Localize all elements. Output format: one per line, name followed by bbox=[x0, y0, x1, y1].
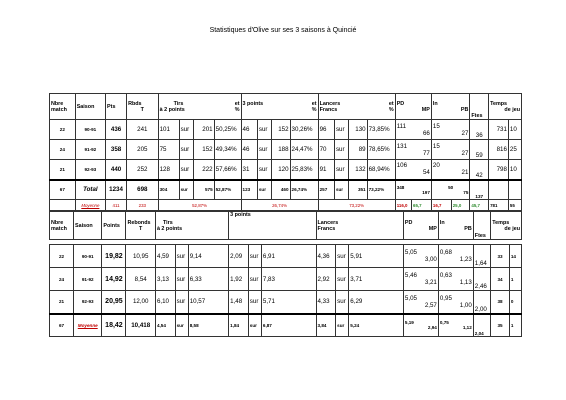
header-pts: Pts bbox=[106, 94, 127, 120]
header-tirs-2pts: Tirs à 2 points bbox=[155, 212, 228, 240]
average-row: Moyenne 411 233 52,87% 26,74% 73,22% 116,0 65,7 16,7 25,0 45,7 781 55 bbox=[50, 200, 522, 211]
table-row: 24 91-92 14,92 8,54 3,13 sur 6,33 1,92 sur 7,83 2,92 sur 3,71 5,46 3,21 0,63 1,13 2,46 34 1 bbox=[50, 268, 522, 291]
table-row: 22 90-91 19,82 10,95 4,59 sur 9,14 2,09 sur 6,91 4,36 sur 5,91 5,05 3,00 0,68 1,23 1,64 33 14 bbox=[50, 245, 522, 268]
header-in-pb: In PB bbox=[431, 94, 470, 120]
header-temps-de-jeu: Temps de jeu bbox=[489, 94, 522, 120]
header-rbds: Rbds T bbox=[127, 94, 159, 120]
average-row: 67 Moyenne 18,42 10,418 4,54 sur 8,58 1,84 sur 6,87 3,84 sur 5,24 5,19 2,94 0,75 1,12 2,04 35 1 bbox=[50, 314, 522, 337]
season-averages-table bbox=[49, 211, 522, 337]
header-nbre-match: Nbre match bbox=[50, 94, 76, 120]
header-ftes: Ftes bbox=[470, 94, 489, 120]
table-row: 21 92-93 440 252 128 sur 222 57,66% 31 sur 120 25,83% 91 sur 132 68,94% 106 54 20 21 42 798 10 bbox=[50, 160, 522, 180]
header-saison: Saison bbox=[75, 94, 105, 120]
header-3-points: 3 points bbox=[229, 212, 316, 240]
total-row: 67 Total 1234 698 304 sur 575 52,87% 123 sur 460 26,74% 257 sur 351 73,22% 348 197 50 75 137 bbox=[50, 180, 522, 200]
page-title: Statistiques d'Olive sur ses 3 saisons à Quincié bbox=[209, 27, 357, 34]
header-lancers-francs: Lancers Francs et % bbox=[318, 94, 395, 120]
header-nbre-match: Nbre match bbox=[50, 212, 74, 240]
header-saison: Saison bbox=[74, 212, 102, 240]
header-pd-mp: PD MP bbox=[395, 94, 431, 120]
header-in-pb: In PB bbox=[438, 212, 473, 240]
header-3-points: 3 points et % bbox=[241, 94, 318, 120]
table-row: 21 92-93 20,95 12,00 6,10 sur 10,57 1,48 sur 5,71 4,33 sur 6,29 5,05 2,57 0,95 1,00 2,00 38 0 bbox=[50, 291, 522, 314]
header-points: Points bbox=[102, 212, 126, 240]
season-totals-table bbox=[49, 93, 522, 211]
header-ftes: Ftes bbox=[473, 212, 490, 240]
header-tirs-2pts: Tirs à 2 points et % bbox=[158, 94, 241, 120]
header-rebonds: Rebonds T bbox=[126, 212, 155, 240]
table-row: 24 91-92 358 205 75 sur 152 49,34% 46 sur 188 24,47% 70 sur 89 78,65% 131 77 15 27 59 816 25 bbox=[50, 140, 522, 160]
table-row: 22 90-91 436 241 101 sur 201 50,25% 46 sur 152 30,26% 96 sur 130 73,85% 111 66 15 27 36 731 10 bbox=[50, 120, 522, 140]
header-lancers-francs: Lancers Francs bbox=[316, 212, 403, 240]
header-temps-de-jeu: Temps de jeu bbox=[491, 212, 522, 240]
header-pd-mp: PD MP bbox=[403, 212, 438, 240]
